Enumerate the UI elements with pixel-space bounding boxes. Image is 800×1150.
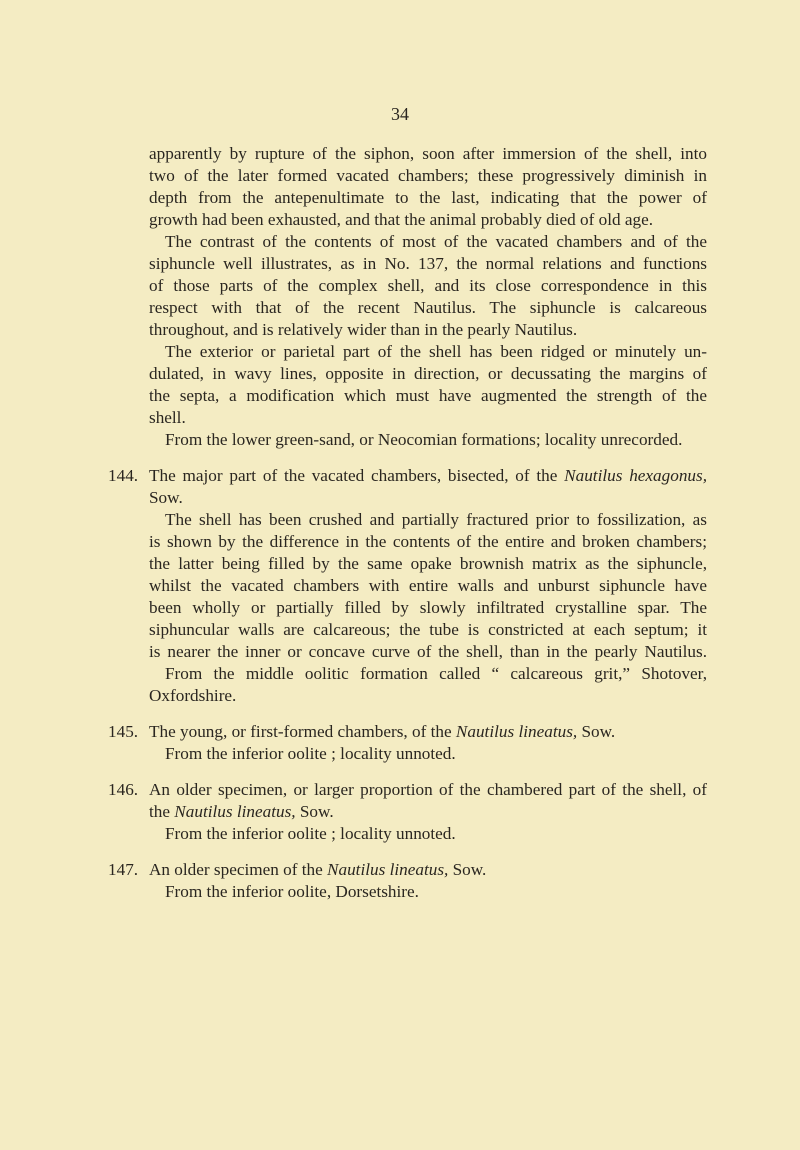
- text-line: growth had been exhausted, and that the animal probably died of old age.: [149, 210, 654, 229]
- entry-heading: [149, 859, 707, 881]
- text-line: The contrast of the contents of most of the vacated chambers and of the: [165, 232, 707, 251]
- heading-text: An older specimen of the: [149, 860, 328, 879]
- entry-number: 147.: [108, 860, 139, 879]
- text-line: depth from the antepenultimate to the last, indicating that the power of: [149, 188, 707, 207]
- entry-heading: An older specimen, or larger proportion of the chambered part of the shell, of: [149, 780, 707, 799]
- entry-number: 144.: [108, 466, 139, 485]
- author-text: Sow.: [295, 802, 334, 821]
- entry-heading: [149, 465, 707, 487]
- species-name: Nautilus lineatus,: [455, 722, 578, 741]
- text-line: the septa, a modification which must have augmented the strength of the: [149, 386, 707, 405]
- text-line: The shell has been crushed and partially fractured prior to fossilization, as: [165, 510, 707, 529]
- paragraph: [149, 341, 707, 429]
- locality-line: From the inferior oolite ; locality unnoted.: [165, 824, 456, 843]
- author-text: Sow.: [448, 860, 487, 879]
- text-line: is nearer the inner or concave curve of the shell, than in the pearly Nautilus.: [149, 642, 707, 661]
- text-line: been wholly or partially filled by slowly infiltrated crystalline spar. The: [149, 598, 707, 617]
- text-line: siphuncle well illustrates, as in No. 137, the normal relations and functions: [149, 254, 707, 273]
- text-line: shell.: [149, 408, 186, 427]
- locality-line: From the inferior oolite, Dorsetshire.: [165, 882, 419, 901]
- paragraph: [149, 231, 707, 341]
- entry-number: 146.: [108, 780, 139, 799]
- species-name: Nautilus hexagonus,: [564, 466, 707, 485]
- text-line: siphuncular walls are calcareous; the tube is constricted at each septum; it: [149, 620, 707, 639]
- paragraph: [149, 429, 707, 451]
- text-line: is shown by the difference in the contents of the entire and broken chambers;: [149, 532, 707, 551]
- locality-line: From the middle oolitic formation called “ calcareous grit,” Shotover,: [165, 664, 707, 683]
- author-text: Sow.: [577, 722, 616, 741]
- text-line: of those parts of the complex shell, and its close correspondence in this: [149, 276, 707, 295]
- catalogue-entry-146: [108, 779, 707, 845]
- entry-heading-cont: [149, 801, 707, 823]
- text-line: apparently by rupture of the siphon, soon after immersion of the shell, into: [149, 144, 707, 163]
- entry-author: Sow.: [149, 488, 183, 507]
- text-line: two of the later formed vacated chambers; these progressively diminish in: [149, 166, 707, 185]
- text-line: throughout, and is relatively wider than in the pearly Nautilus.: [149, 320, 578, 339]
- heading-text: The major part of the vacated chambers, bisected, of the: [149, 466, 565, 485]
- locality-line: Oxfordshire.: [149, 686, 237, 705]
- paragraph: [149, 143, 707, 231]
- locality-line: From the lower green-sand, or Neocomian formations; locality unrecorded.: [165, 430, 683, 449]
- species-name: Nautilus lineatus,: [327, 860, 449, 879]
- text-line: whilst the vacated chambers with entire walls and unburst siphuncle have: [149, 576, 707, 595]
- catalogue-entry-147: [108, 859, 707, 903]
- text-line: The exterior or parietal part of the shell has been ridged or minutely un-: [165, 342, 707, 361]
- catalogue-entry-144: [108, 465, 707, 707]
- text-line: respect with that of the recent Nautilus. The siphuncle is calcareous: [149, 298, 707, 317]
- entry-heading: [149, 721, 707, 743]
- page-body: [108, 143, 707, 903]
- species-name: Nautilus lineatus,: [174, 802, 296, 821]
- catalogue-entry-145: [108, 721, 707, 765]
- entry-number: 145.: [108, 722, 139, 741]
- text-line: the latter being filled by the same opake brownish matrix as the siphuncle,: [149, 554, 707, 573]
- heading-text: The young, or first-formed chambers, of the: [149, 722, 456, 741]
- locality-line: From the inferior oolite ; locality unnoted.: [165, 744, 456, 763]
- text-line: dulated, in wavy lines, opposite in direction, or decussating the margins of: [149, 364, 707, 383]
- heading-text: the: [149, 802, 175, 821]
- page-number: 34: [391, 104, 409, 124]
